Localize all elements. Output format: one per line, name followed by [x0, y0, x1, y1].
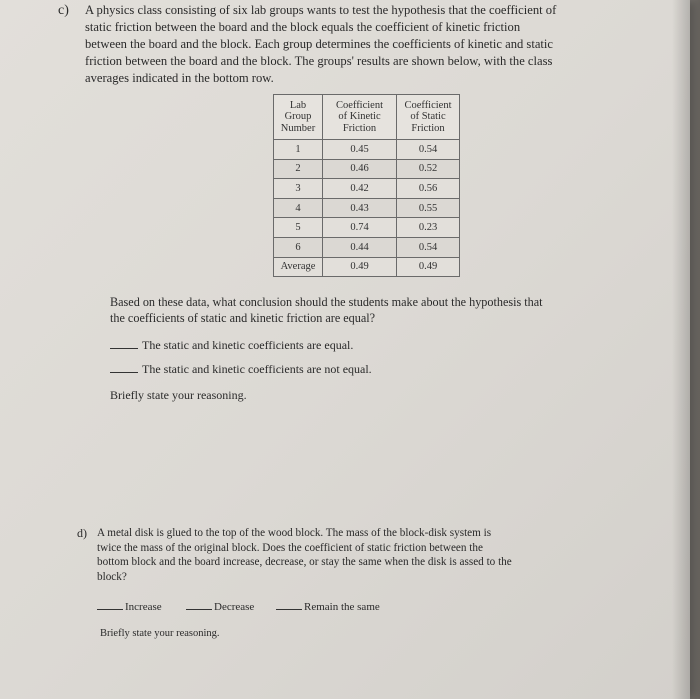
option-not-equal[interactable] — [110, 362, 372, 377]
header-text: Coefficient — [335, 99, 384, 111]
col-header-kinetic — [323, 95, 397, 140]
part-d-question-line: bottom block and the board increase, decrease, or stay the same when the disk is assed to the — [97, 556, 512, 568]
part-c-question-line: the coefficients of static and kinetic friction are equal? — [110, 311, 376, 325]
header-text: Lab — [289, 99, 307, 111]
part-d-question-line: twice the mass of the original block. Does the coefficient of static friction between the — [97, 541, 483, 554]
cell-static: 0.49 — [397, 257, 460, 277]
cell-group: 6 — [274, 237, 323, 257]
table-row — [274, 198, 460, 218]
table-row — [274, 179, 460, 199]
part-d-question-line: block? — [97, 570, 127, 583]
cell-group: 5 — [274, 218, 323, 238]
cell-static: 0.54 — [397, 237, 460, 257]
part-c-intro-line: static friction between the board and the block equals the coefficient of kinetic friction — [85, 20, 521, 34]
cell-static: 0.23 — [397, 218, 460, 238]
cell-static: 0.54 — [397, 140, 460, 160]
answer-blank[interactable] — [186, 609, 212, 610]
header-text: Friction — [342, 122, 377, 134]
table-row — [274, 218, 460, 238]
header-text: Group — [284, 111, 312, 123]
table-row — [274, 237, 460, 257]
table-row-average — [274, 257, 460, 277]
cell-group: 2 — [274, 159, 323, 179]
part-c-intro-line: between the board and the block. Each group determines the coefficients of kinetic and static — [85, 37, 554, 51]
option-increase-text: Increase — [125, 601, 162, 613]
option-not-equal-text: The static and kinetic coefficients are not equal. — [142, 362, 372, 376]
cell-group: 1 — [274, 140, 323, 160]
cell-kinetic: 0.49 — [323, 257, 397, 277]
col-header-static — [397, 95, 460, 140]
cell-kinetic: 0.43 — [323, 198, 397, 218]
part-d-question-line: A metal disk is glued to the top of the wood block. The mass of the block-disk system is — [97, 527, 492, 539]
part-d-question — [97, 526, 512, 584]
option-increase[interactable] — [97, 601, 162, 613]
cell-kinetic: 0.74 — [323, 218, 397, 238]
cell-static: 0.52 — [397, 159, 460, 179]
header-text: Number — [280, 122, 316, 134]
friction-data-table — [273, 94, 460, 277]
part-c-intro-line: A physics class consisting of six lab groups wants to test the hypothesis that the coefficient of — [85, 3, 557, 17]
option-equal-text: The static and kinetic coefficients are equal. — [142, 338, 354, 352]
option-decrease[interactable] — [186, 601, 254, 613]
cell-group: 4 — [274, 198, 323, 218]
cell-kinetic: 0.45 — [323, 140, 397, 160]
cell-kinetic: 0.44 — [323, 237, 397, 257]
table-row — [274, 140, 460, 160]
answer-blank[interactable] — [110, 348, 138, 349]
answer-blank[interactable] — [276, 609, 302, 610]
header-text: of Kinetic — [338, 111, 381, 123]
table-header-row — [274, 95, 460, 140]
answer-blank[interactable] — [110, 372, 138, 373]
header-text: Friction — [411, 122, 445, 134]
header-text: of Static — [410, 111, 446, 123]
option-remain-same[interactable] — [276, 601, 380, 613]
part-c-question-line: Based on these data, what conclusion should the students make about the hypothesis that — [110, 295, 543, 309]
part-c-question — [110, 294, 543, 326]
col-header-lab-group — [274, 95, 323, 140]
part-c-reasoning-prompt: Briefly state your reasoning. — [110, 388, 247, 402]
cell-kinetic: 0.42 — [323, 179, 397, 199]
option-remain-same-text: Remain the same — [304, 601, 380, 613]
part-c-intro-line: averages indicated in the bottom row. — [85, 71, 274, 85]
table-row — [274, 159, 460, 179]
option-decrease-text: Decrease — [214, 601, 255, 613]
cell-kinetic: 0.46 — [323, 159, 397, 179]
answer-blank[interactable] — [97, 609, 123, 610]
part-d-label: d) — [77, 526, 87, 540]
cell-group: Average — [274, 257, 323, 277]
cell-group: 3 — [274, 179, 323, 199]
cell-static: 0.55 — [397, 198, 460, 218]
part-c-label: c) — [58, 3, 69, 18]
cell-static: 0.56 — [397, 179, 460, 199]
part-d-reasoning-prompt: Briefly state your reasoning. — [100, 628, 220, 639]
option-equal[interactable] — [110, 338, 353, 353]
part-c-intro — [85, 2, 556, 87]
header-text: Coefficient — [404, 99, 452, 111]
part-c-intro-line: friction between the board and the block. The groups' results are shown below, with the class — [85, 54, 553, 68]
